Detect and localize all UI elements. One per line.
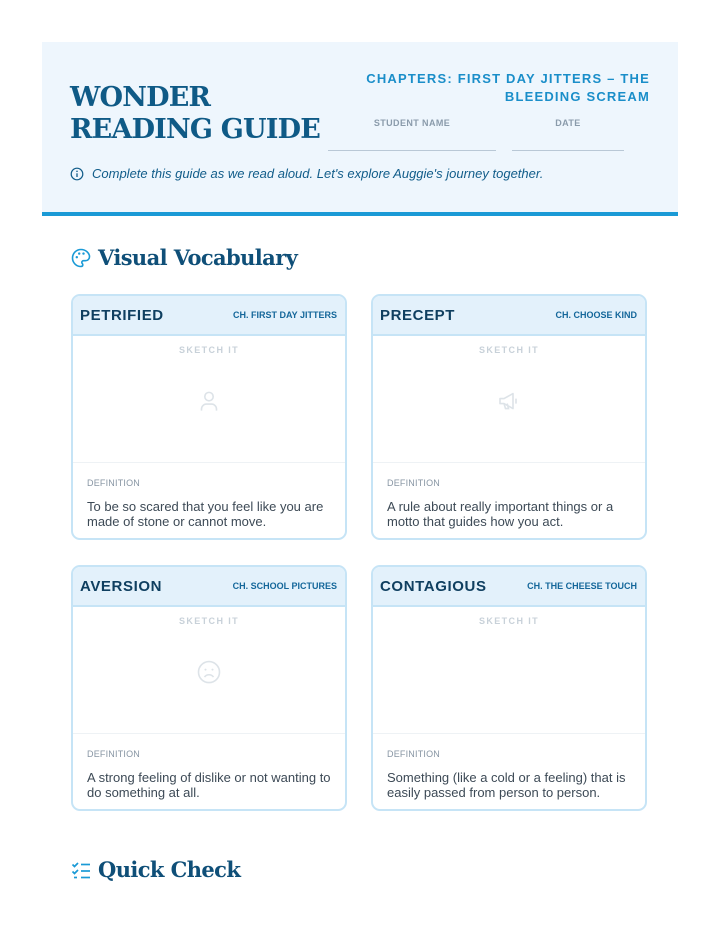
vocab-chapter: CH. SCHOOL PICTURES bbox=[232, 581, 337, 591]
vocab-card-petrified bbox=[71, 294, 347, 540]
vocab-card-aversion bbox=[71, 565, 347, 811]
definition-text: Something (like a cold or a feeling) that is easily passed from person to person. bbox=[387, 770, 626, 800]
date-field[interactable] bbox=[512, 150, 624, 151]
vocab-chapter: CH. CHOOSE KIND bbox=[555, 310, 637, 320]
sketch-label: SKETCH IT bbox=[178, 616, 240, 626]
card-header bbox=[73, 567, 345, 607]
sketch-area[interactable] bbox=[73, 336, 345, 463]
definition-text: A strong feeling of dislike or not wanting to do something at all. bbox=[87, 770, 331, 800]
sketch-area[interactable] bbox=[73, 607, 345, 734]
student-name-label: STUDENT NAME bbox=[373, 118, 451, 128]
vocab-section-title: Visual Vocabulary bbox=[98, 245, 298, 270]
definition-text: To be so scared that you feel like you are made of stone or cannot move. bbox=[87, 499, 324, 529]
instruction-text: Complete this guide as we read aloud. Let's explore Auggie's journey together. bbox=[92, 166, 544, 181]
chapters-range: CHAPTERS: FIRST DAY JITTERS – THE BLEEDING SCREAM bbox=[366, 71, 650, 104]
sketch-area[interactable] bbox=[373, 336, 645, 463]
guide-header bbox=[42, 42, 678, 216]
sketch-area[interactable] bbox=[373, 607, 645, 734]
vocab-section-heading bbox=[70, 245, 297, 270]
definition-label: DEFINITION bbox=[387, 478, 440, 488]
frown-icon bbox=[196, 659, 222, 685]
sketch-label: SKETCH IT bbox=[478, 345, 540, 355]
card-header bbox=[373, 567, 645, 607]
vocab-chapter: CH. FIRST DAY JITTERS bbox=[232, 310, 337, 320]
vocab-word: PETRIFIED bbox=[80, 306, 164, 324]
megaphone-icon bbox=[496, 388, 522, 414]
vocab-word: PRECEPT bbox=[380, 306, 456, 324]
definition-text: A rule about really important things or a motto that guides how you act. bbox=[387, 499, 614, 529]
palette-icon bbox=[70, 247, 92, 269]
date-label: DATE bbox=[555, 118, 581, 128]
checklist-icon bbox=[70, 859, 92, 881]
quick-check-title: Quick Check bbox=[98, 857, 241, 882]
card-header bbox=[73, 296, 345, 336]
definition-label: DEFINITION bbox=[387, 749, 440, 759]
vocab-card-precept bbox=[371, 294, 647, 540]
vocab-card-contagious bbox=[371, 565, 647, 811]
quick-check-heading bbox=[70, 857, 240, 882]
page-title: WONDER READING GUIDE bbox=[70, 82, 320, 145]
person-icon bbox=[196, 388, 222, 414]
definition-label: DEFINITION bbox=[87, 749, 140, 759]
info-icon bbox=[70, 167, 84, 181]
vocab-word: CONTAGIOUS bbox=[380, 577, 487, 595]
instruction-note bbox=[70, 166, 543, 181]
vocab-chapter: CH. THE CHEESE TOUCH bbox=[527, 581, 637, 591]
sketch-label: SKETCH IT bbox=[478, 616, 540, 626]
card-header bbox=[373, 296, 645, 336]
definition-label: DEFINITION bbox=[87, 478, 140, 488]
vocab-word: AVERSION bbox=[80, 577, 163, 595]
student-name-field[interactable] bbox=[328, 150, 496, 151]
sketch-label: SKETCH IT bbox=[178, 345, 240, 355]
